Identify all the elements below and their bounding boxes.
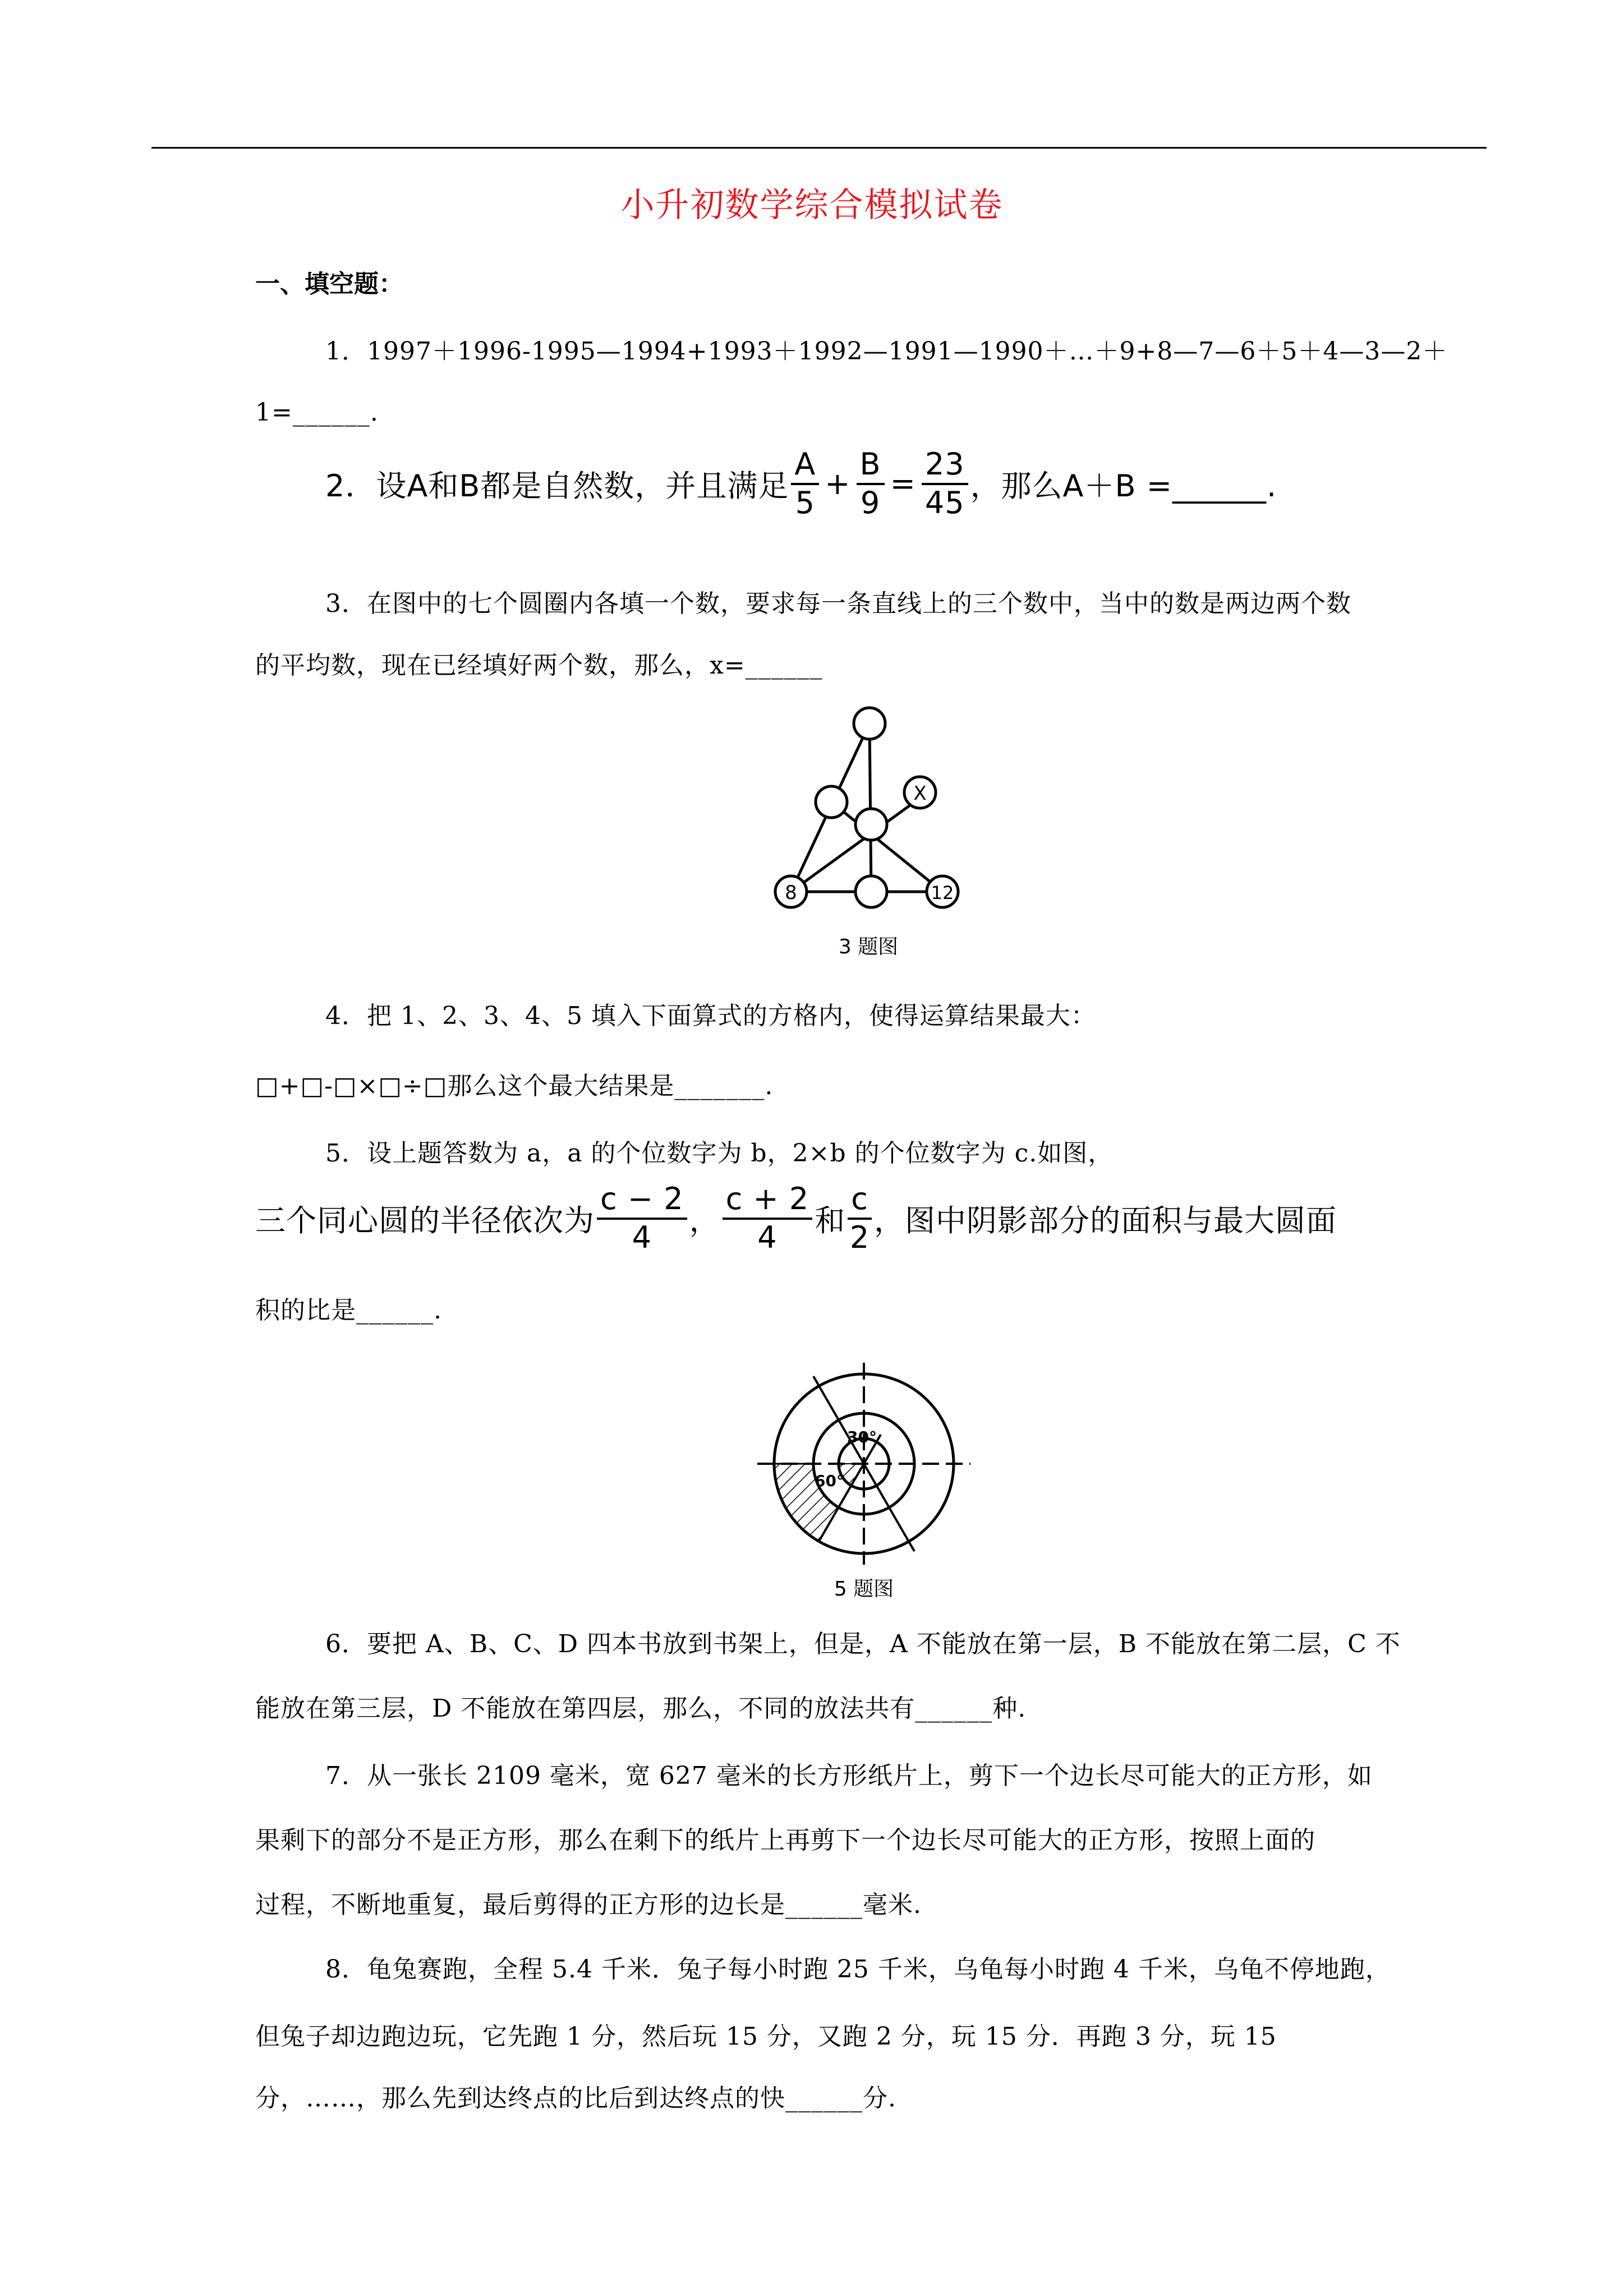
- q4-line2: □+□-□×□÷□那么这个最大结果是_______.: [255, 1072, 774, 1100]
- q2-fraction-b: [857, 446, 885, 520]
- q2-fraction-a: [791, 446, 819, 520]
- q1-line2: 1=______.: [255, 398, 379, 427]
- q2-f3-num: 23: [922, 449, 968, 485]
- section-heading: 一、填空题：: [255, 270, 403, 298]
- q5-line3: 积的比是______.: [255, 1296, 442, 1325]
- q2-suffix: ，那么A＋B =______.: [970, 468, 1277, 504]
- q2-f3-den: 45: [924, 485, 965, 520]
- q5-f3-den: 2: [849, 1219, 870, 1255]
- q3-circle-mid-left: [816, 786, 847, 818]
- q5-f2-num: c + 2: [723, 1183, 813, 1220]
- q3-line-diag2: [831, 802, 942, 892]
- q3-figure: [769, 695, 993, 965]
- q2-fraction-c: [922, 446, 968, 520]
- q4-line1: 4．把 1、2、3、4、5 填入下面算式的方格内，使得运算结果最大：: [325, 1002, 1096, 1030]
- q6-line2: 能放在第三层，D 不能放在第四层，那么，不同的放法共有______种.: [255, 1694, 1027, 1723]
- header-rule: [151, 147, 1487, 149]
- q5-f2-den: 4: [757, 1219, 778, 1255]
- q5-suffix: ，图中阴影部分的面积与最大圆面: [873, 1203, 1337, 1239]
- q5-f3-num: c: [848, 1183, 872, 1220]
- q3-label-8: 8: [785, 882, 797, 904]
- q5-f1-num: c − 2: [597, 1183, 687, 1220]
- q5-fraction-3: [848, 1183, 872, 1253]
- q3-label-x: X: [913, 782, 927, 805]
- q6-line1: 6．要把 A、B、C、D 四本书放到书架上，但是，A 不能放在第一层，B 不能放在第二层，C 不: [325, 1630, 1401, 1658]
- q3-circle-bottom-mid: [855, 876, 887, 907]
- q5-sep1: ，: [689, 1203, 720, 1239]
- q2-prefix: 2．设A和B都是自然数，并且满足: [325, 468, 789, 504]
- q2-f2-num: B: [857, 449, 885, 485]
- q2-f2-den: 9: [860, 485, 881, 520]
- q3-caption: 3 题图: [838, 935, 899, 958]
- q2-f1-den: 5: [795, 485, 815, 520]
- q8-line2: 但兔子却边跑边玩，它先跑 1 分，然后玩 15 分，又跑 2 分，玩 15 分．再跑 3 分，玩 15: [255, 2022, 1277, 2051]
- q3-circle-top: [854, 708, 885, 739]
- q5-caption: 5 题图: [834, 1578, 894, 1601]
- q3-line1: 3．在图中的七个圆圈内各填一个数，要求每一条直线上的三个数中，当中的数是两边两个数: [325, 589, 1351, 618]
- q5-figure: [746, 1357, 982, 1604]
- q1-line1: 1．1997＋1996-1995—1994+1993＋1992—1991—1990＋…＋9+8—7—6＋5＋4—3—2＋: [325, 337, 1448, 366]
- q3-line2: 的平均数，现在已经填好两个数，那么，x=______: [255, 651, 823, 680]
- q2-line: [325, 446, 1277, 520]
- q8-line3: 分，……，那么先到达终点的比后到达终点的快______分.: [255, 2084, 896, 2113]
- q5-fraction-1: [597, 1183, 687, 1253]
- q2-equals: =: [890, 466, 916, 502]
- q7-line3: 过程，不断地重复，最后剪得的正方形的边长是______毫米.: [255, 1891, 922, 1919]
- q5-fraction-2: [723, 1183, 813, 1253]
- q5-angle-60: 60°: [815, 1472, 844, 1490]
- q7-line1: 7．从一张长 2109 毫米，宽 627 毫米的长方形纸片上，剪下一个边长尽可能大的正方形，如: [325, 1762, 1373, 1790]
- q2-f1-num: A: [791, 449, 819, 485]
- q2-plus: +: [825, 466, 851, 502]
- q8-line1: 8．龟兔赛跑，全程 5.4 千米．兔子每小时跑 25 千米，乌龟每小时跑 4 千米，乌龟不停地跑，: [325, 1955, 1391, 1984]
- q7-line2: 果剩下的部分不是正方形，那么在剩下的纸片上再剪下一个边长尽可能大的正方形，按照上面的: [255, 1826, 1315, 1855]
- q5-prefix: 三个同心圆的半径依次为: [255, 1203, 595, 1239]
- q3-label-12: 12: [931, 882, 954, 903]
- q5-angle-30: 30°: [847, 1428, 877, 1446]
- q3-circle-center: [855, 809, 887, 840]
- q5-line2: [255, 1183, 1337, 1253]
- page-title: 小升初数学综合模拟试卷: [620, 186, 1004, 225]
- q3-line-diag1: [791, 798, 920, 892]
- q5-and: 和: [815, 1203, 846, 1239]
- q5-f1-den: 4: [632, 1219, 652, 1255]
- q5-line1: 5．设上题答数为 a，a 的个位数字为 b，2×b 的个位数字为 c.如图，: [325, 1139, 1114, 1168]
